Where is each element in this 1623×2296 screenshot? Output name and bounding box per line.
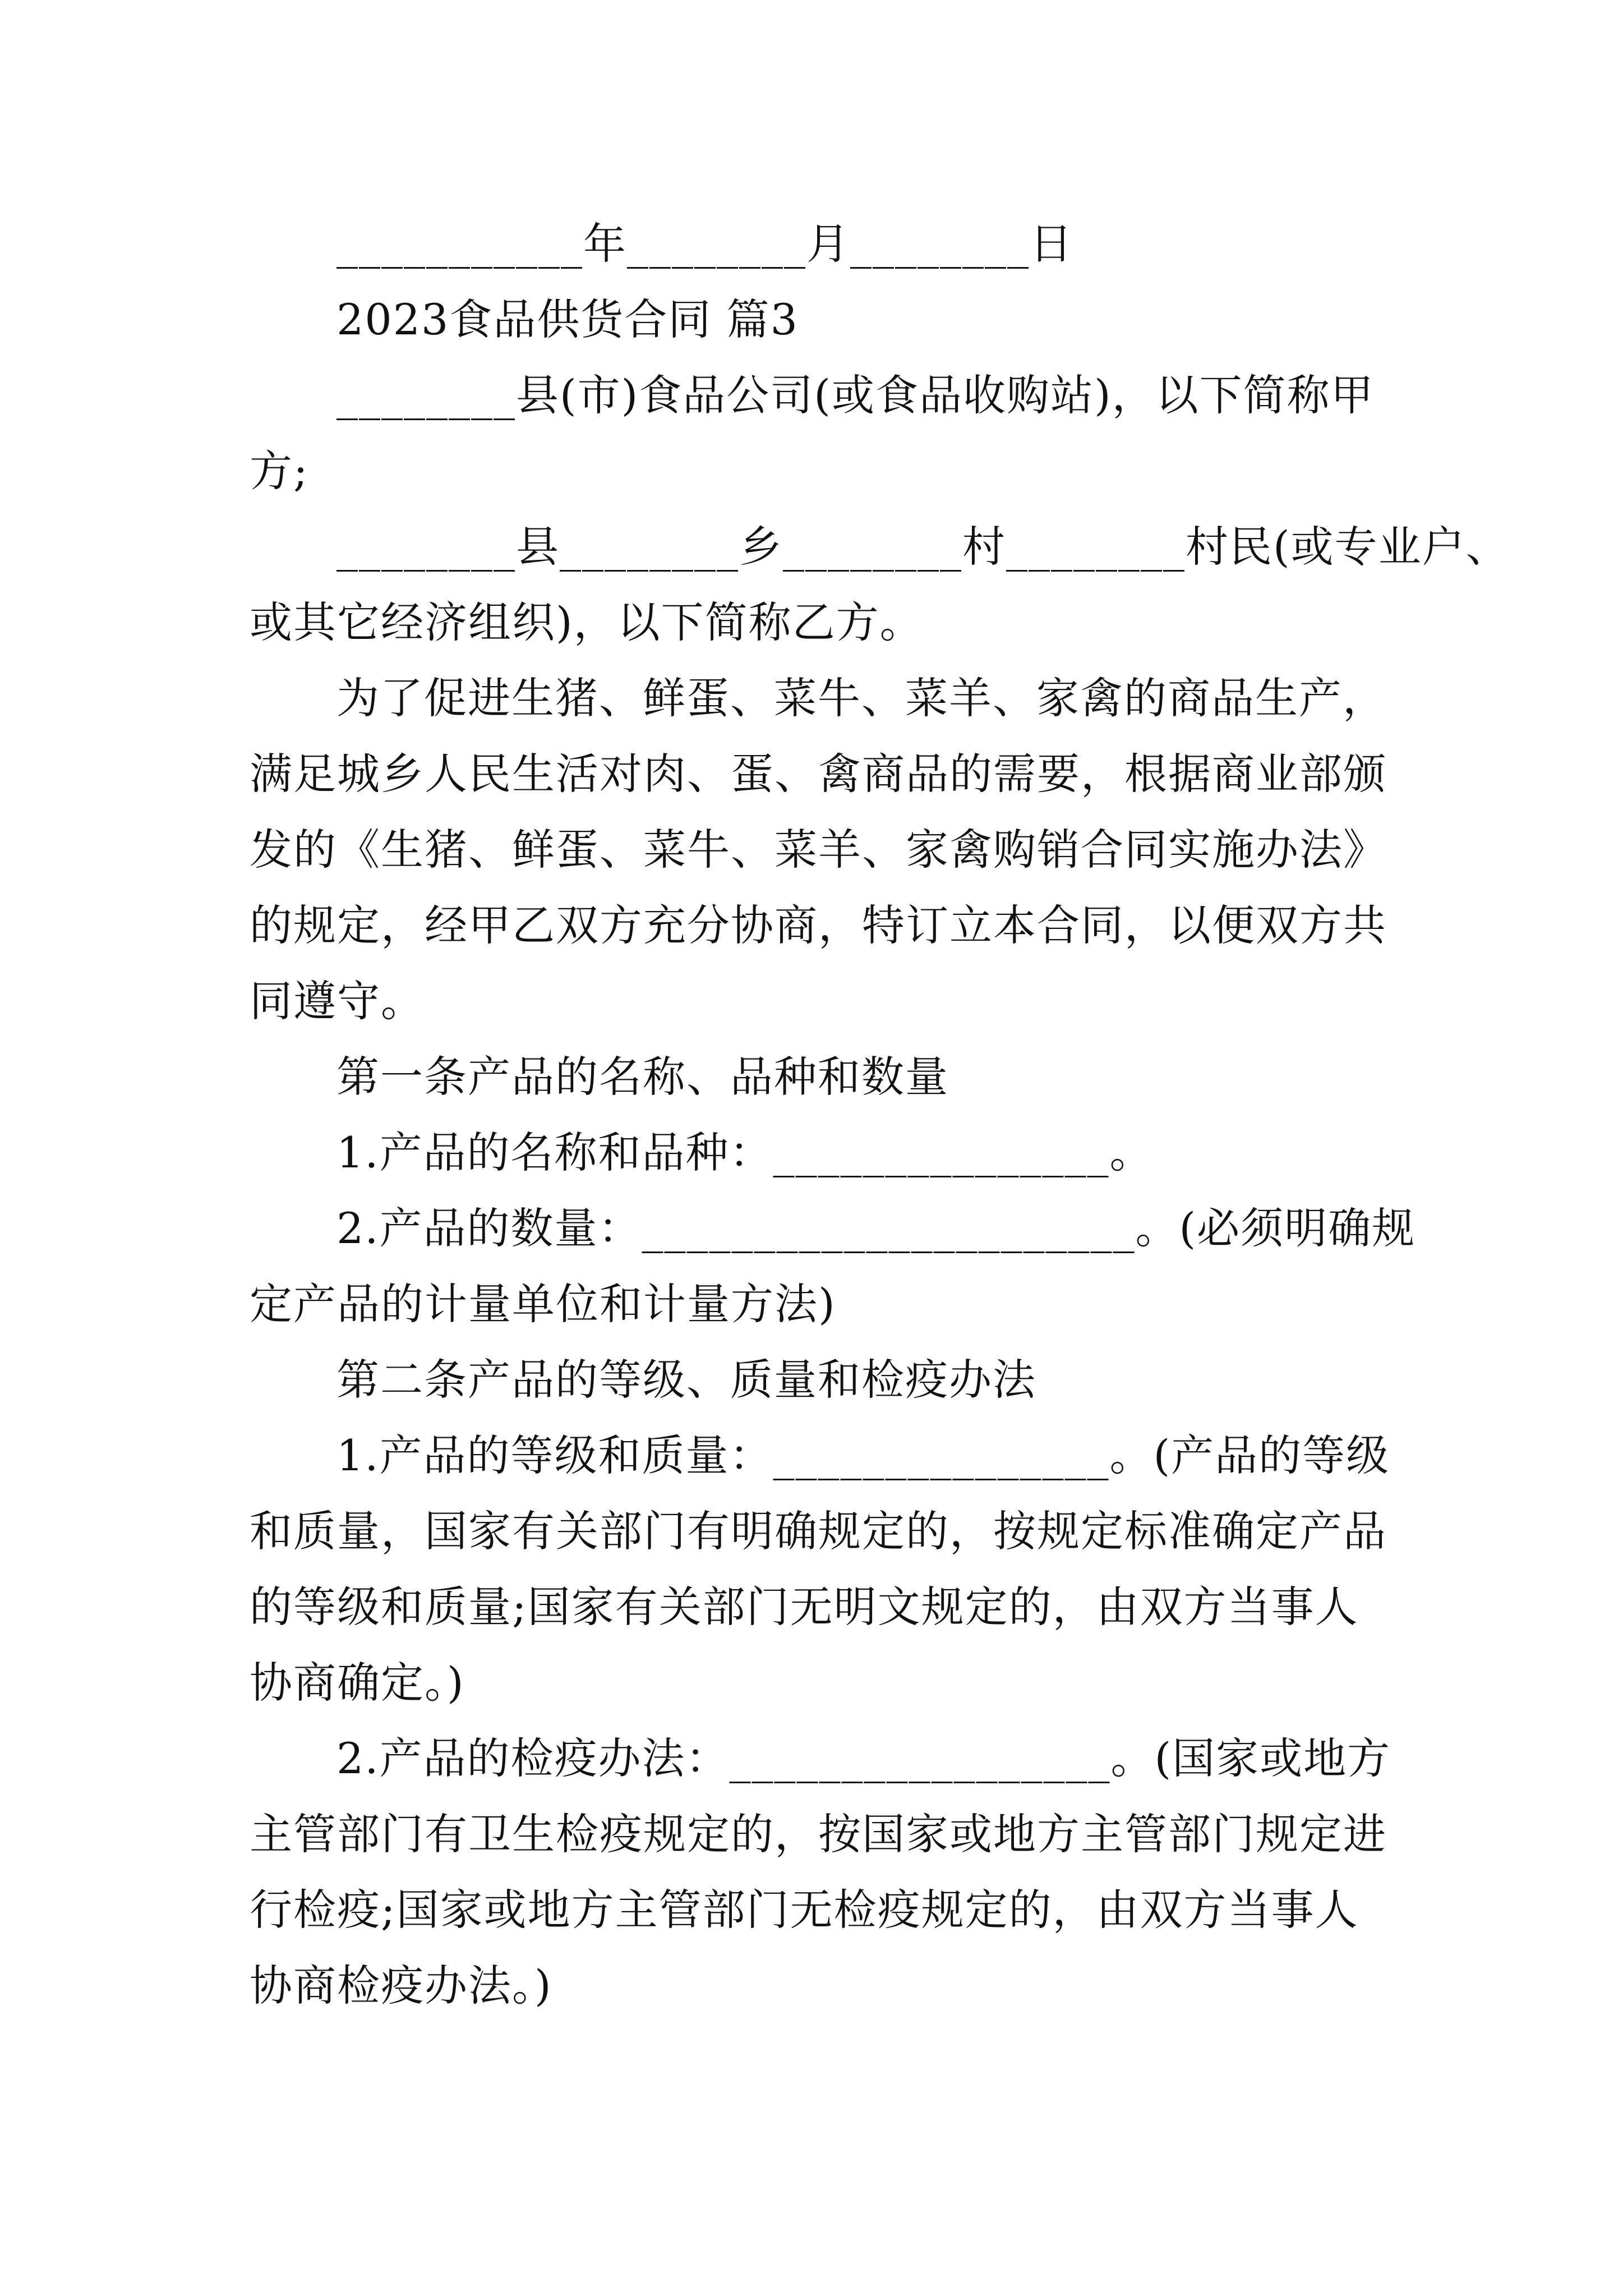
preamble-line-4: 的规定，经甲乙双方充分协商，特订立本合同，以便双方共	[250, 900, 1387, 950]
article-1-heading: 第一条产品的名称、品种和数量	[336, 1052, 949, 1102]
party-b-line: ________县________乡________村________村民(或专业户、	[336, 522, 1510, 572]
article-2-heading: 第二条产品的等级、质量和检疫办法	[336, 1355, 1036, 1405]
article-2-item-2-cont-1: 主管部门有卫生检疫规定的，按国家或地方主管部门规定进	[250, 1809, 1387, 1859]
date-line: ___________年________月________日	[336, 219, 1073, 269]
article-2-item-1-cont-3: 协商确定。)	[250, 1658, 465, 1708]
article-1-item-1: 1.产品的名称和品种：_______________。	[336, 1128, 1154, 1177]
article-2-item-2-cont-2: 行检疫;国家或地方主管部门无检疫规定的，由双方当事人	[250, 1885, 1359, 1935]
party-b-line-cont: 或其它经济组织)，以下简称乙方。	[250, 597, 924, 647]
preamble-line-2: 满足城乡人民生活对肉、蛋、禽商品的需要，根据商业部颁	[250, 749, 1387, 799]
article-2-item-1-cont-2: 的等级和质量;国家有关部门无明文规定的，由双方当事人	[250, 1582, 1359, 1632]
preamble-line-3: 发的《生猪、鲜蛋、菜牛、菜羊、家禽购销合同实施办法》	[250, 825, 1387, 875]
article-1-item-2-cont: 定产品的计量单位和计量方法)	[250, 1279, 836, 1329]
article-2-item-1-cont-1: 和质量，国家有关部门有明确规定的，按规定标准确定产品	[250, 1506, 1387, 1556]
party-a-line-cont: 方;	[250, 446, 309, 496]
article-2-item-2: 2.产品的检疫办法：_________________。(国家或地方	[336, 1733, 1391, 1783]
article-2-item-1: 1.产品的等级和质量：_______________。(产品的等级	[336, 1430, 1390, 1480]
preamble-line-5: 同遵守。	[250, 976, 425, 1026]
section-title: 2023食品供货合同 篇3	[336, 295, 799, 344]
party-a-line: ________县(市)食品公司(或食品收购站)，以下简称甲	[336, 370, 1375, 420]
article-2-item-2-cont-3: 协商检疫办法。)	[250, 1961, 552, 2010]
preamble-line-1: 为了促进生猪、鲜蛋、菜牛、菜羊、家禽的商品生产，	[336, 673, 1386, 723]
article-1-item-2: 2.产品的数量：______________________。(必须明确规	[336, 1203, 1416, 1253]
